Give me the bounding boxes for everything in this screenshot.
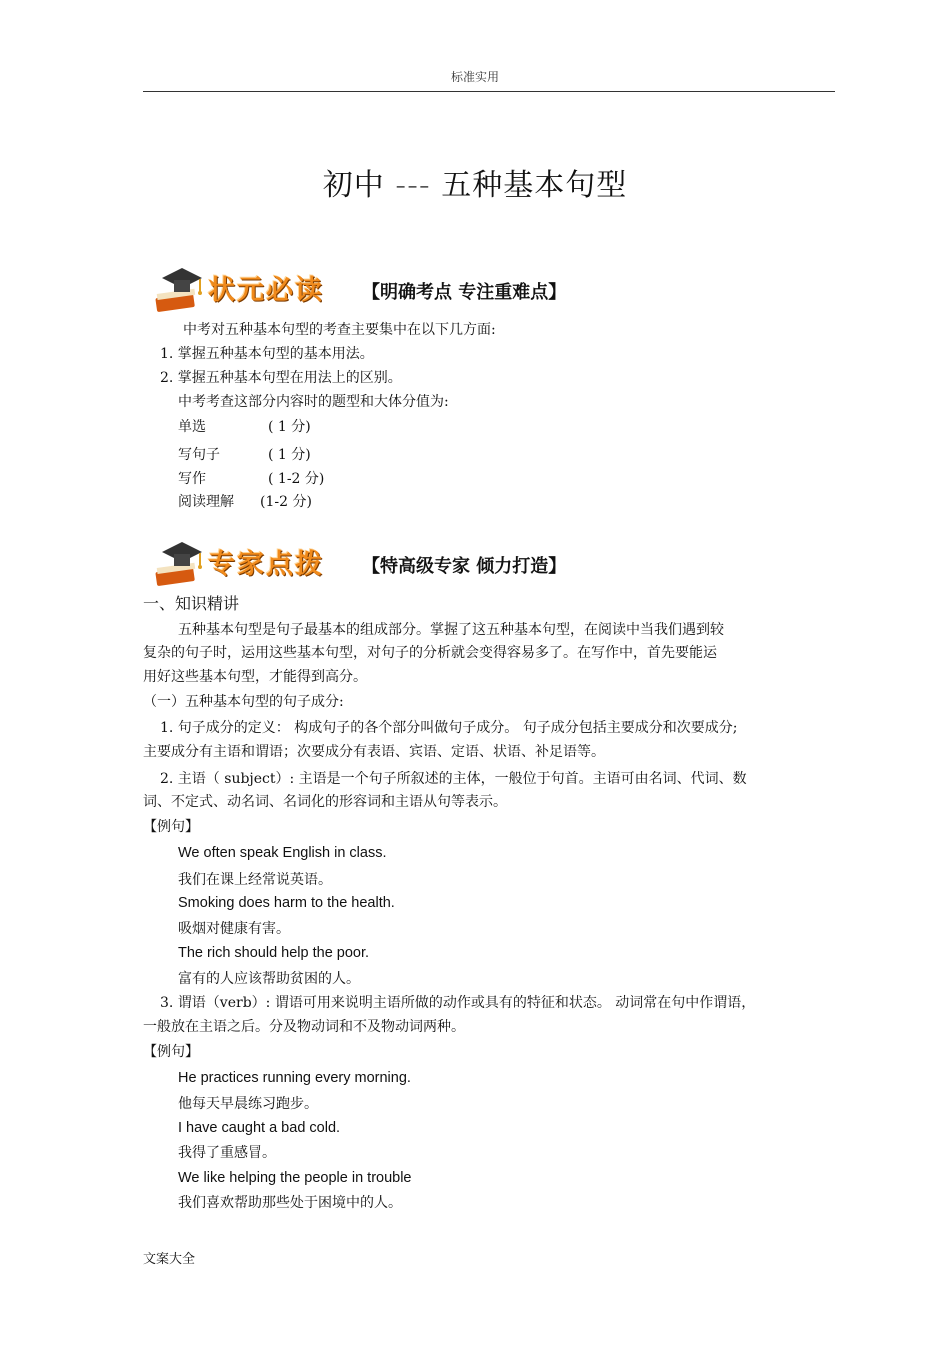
page-header: 标准实用 [450, 70, 499, 84]
definition-line: 1. 句子成分的定义： 构成句子的各个部分叫做句子成分。 句子成分包括主要成分和次要成分; [160, 720, 738, 736]
intro-item-2: 2. 掌握五种基本句型在用法上的区别。 [160, 370, 402, 386]
banner-main-text: 专家点拨 [208, 549, 324, 580]
example-en: The rich should help the poor. [178, 945, 370, 961]
verb-line: 3. 谓语（verb）: 谓语可用来说明主语所做的动作或具有的特征和状态。 动词常在句中作谓语， [160, 995, 756, 1011]
example-en: Smoking does harm to the health. [178, 895, 395, 911]
page-footer: 文案大全 [143, 1252, 196, 1267]
score-value: ( 1 分) [268, 419, 311, 435]
page-title: 初中 --- 五种基本句型 [322, 168, 628, 203]
score-value: (1-2 分) [260, 494, 312, 510]
score-name: 写作 [178, 471, 206, 487]
example-en: He practices running every morning. [178, 1070, 411, 1086]
paragraph-line: 五种基本句型是句子最基本的组成部分。掌握了这五种基本句型，在阅读中当我们遇到较 [178, 622, 724, 638]
example-zh: 他每天早晨练习跑步。 [178, 1096, 318, 1112]
subject-line: 词、不定式、动名词、名词化的形容词和主语从句等表示。 [143, 794, 507, 810]
paragraph-line: 用好这些基本句型，才能得到高分。 [143, 669, 367, 685]
score-name: 写句子 [178, 447, 220, 463]
definition-line: 主要成分有主语和谓语；次要成分有表语、宾语、定语、状语、补足语等。 [143, 744, 605, 760]
score-value: ( 1-2 分) [268, 471, 325, 487]
example-zh: 我们喜欢帮助那些处于困境中的人。 [178, 1195, 402, 1211]
section-heading: 一、知识精讲 [143, 594, 240, 613]
paragraph-line: 复杂的句子时，运用这些基本句型，对句子的分析就会变得容易多了。在写作中，首先要能运 [143, 645, 717, 661]
example-en: We often speak English in class. [178, 845, 387, 861]
banner-expert-tips [152, 536, 572, 592]
banner-sub-text: 【特高级专家 倾力打造】 [362, 556, 567, 577]
example-zh: 我们在课上经常说英语。 [178, 872, 332, 888]
example-label: 【例句】 [143, 819, 199, 835]
intro-item-1: 1. 掌握五种基本句型的基本用法。 [160, 346, 374, 362]
example-en: We like helping the people in trouble [178, 1170, 412, 1186]
graduation-cap-book-icon [152, 536, 208, 592]
example-zh: 富有的人应该帮助贫困的人。 [178, 971, 360, 987]
graduation-cap-book-icon [152, 262, 208, 318]
example-zh: 吸烟对健康有害。 [178, 921, 290, 937]
example-label: 【例句】 [143, 1044, 199, 1060]
intro-lead-2: 中考考查这部分内容时的题型和大体分值为: [178, 394, 449, 410]
banner-main-text: 状元必读 [208, 275, 324, 306]
example-en: I have caught a bad cold. [178, 1120, 341, 1136]
score-name: 阅读理解 [178, 494, 234, 510]
example-zh: 我得了重感冒。 [178, 1145, 276, 1161]
score-value: ( 1 分) [268, 447, 311, 463]
subject-line: 2. 主语（ subject）: 主语是一个句子所叙述的主体，一般位于句首。主语可由名词、代词、数 [160, 771, 747, 787]
intro-lead: 中考对五种基本句型的考查主要集中在以下几方面: [183, 322, 496, 338]
banner-sub-text: 【明确考点 专注重难点】 [362, 282, 567, 303]
subsection-heading: （一）五种基本句型的句子成分: [143, 694, 344, 710]
banner-must-read [152, 262, 572, 318]
verb-line: 一般放在主语之后。分及物动词和不及物动词两种。 [143, 1019, 465, 1035]
score-name: 单选 [178, 419, 206, 435]
header-rule [143, 91, 835, 92]
